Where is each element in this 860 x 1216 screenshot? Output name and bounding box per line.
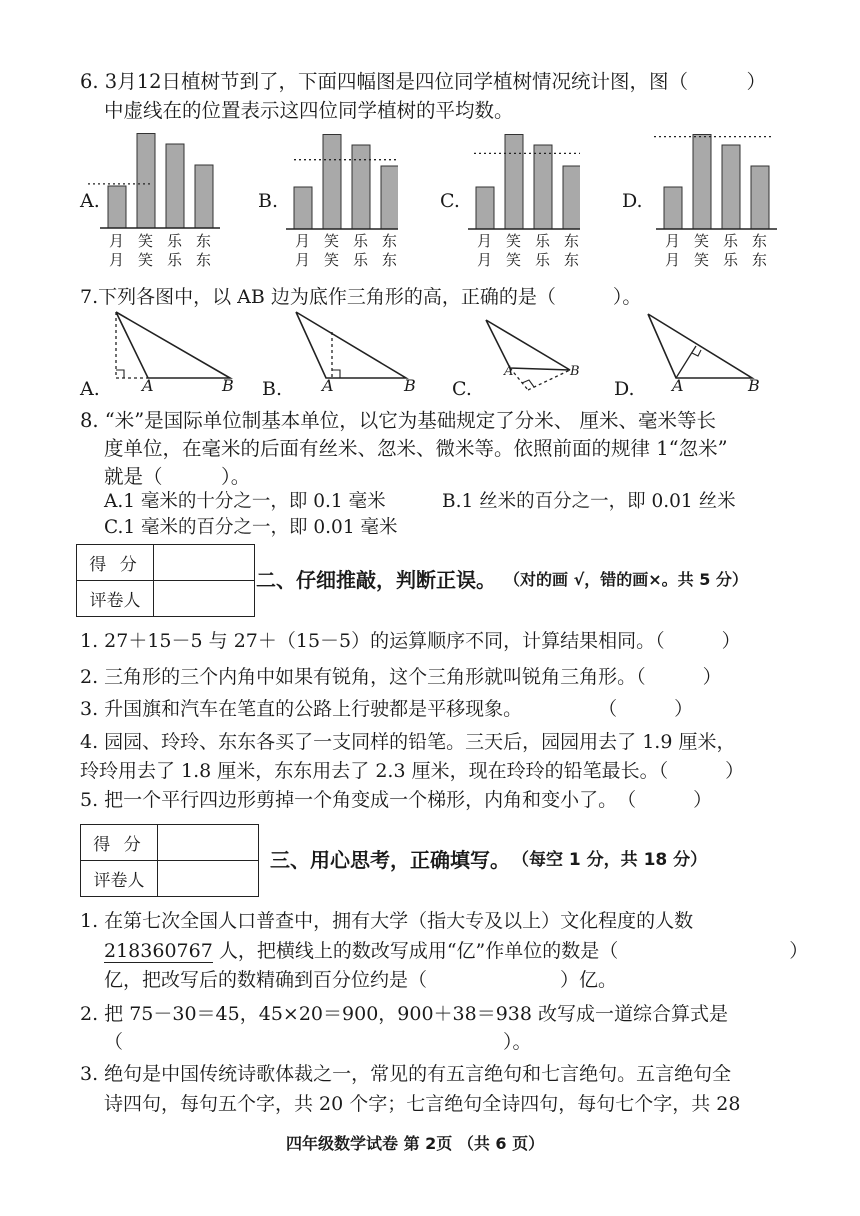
score-label: 得 分 bbox=[81, 825, 158, 861]
q7-label-a4: A bbox=[672, 376, 684, 395]
s3-q2-line2: （ ）。 bbox=[104, 1031, 532, 1053]
student-name-label: 笑 bbox=[694, 232, 710, 250]
q7-label-b3: B bbox=[570, 364, 580, 379]
student-name-label: 乐 bbox=[353, 251, 369, 269]
grader-label: 评卷人 bbox=[77, 581, 154, 617]
bar-月月 bbox=[108, 186, 126, 228]
q6-option-c: C. bbox=[440, 190, 460, 212]
student-name-label: 月 bbox=[295, 251, 311, 269]
bar-笑笑 bbox=[693, 135, 711, 230]
bar-乐乐 bbox=[722, 145, 740, 229]
q7-label-a2: A bbox=[322, 376, 334, 395]
section3-title: 三、用心思考，正确填写。 bbox=[270, 848, 510, 872]
grader-label: 评卷人 bbox=[81, 861, 158, 897]
page-footer: 四年级数学试卷 第 2页 （共 6 页） bbox=[286, 1134, 545, 1153]
student-name-label: 月 bbox=[665, 232, 681, 250]
q8-line2: 度单位，在毫米的后面有丝米、忽米、微米等。依照前面的规律 1“忽米” bbox=[104, 437, 728, 460]
student-name-label: 东 bbox=[564, 251, 580, 269]
s2-item-4: 4. 园园、玲玲、东东各买了一支同样的铅笔。三天后，园园用去了 1.9 厘米， bbox=[80, 731, 736, 753]
q7-label-b1: B bbox=[222, 376, 234, 395]
student-name-label: 乐 bbox=[353, 232, 369, 250]
student-name-label: 笑 bbox=[694, 251, 710, 269]
s3-q3-line1: 3. 绝句是中国传统诗歌体裁之一，常见的有五言绝句和七言绝句。五言绝句全 bbox=[80, 1063, 732, 1085]
student-name-label: 东 bbox=[752, 251, 768, 269]
s3-q1-line3: 亿，把改写后的数精确到百分位约是（ ）亿。 bbox=[104, 969, 618, 991]
score-cell bbox=[158, 825, 259, 861]
student-name-label: 乐 bbox=[535, 251, 551, 269]
student-name-label: 笑 bbox=[138, 232, 154, 250]
student-name-label: 月 bbox=[109, 251, 125, 269]
q7-figure-c bbox=[476, 306, 596, 402]
bar-乐乐 bbox=[352, 145, 370, 229]
bar-笑笑 bbox=[137, 134, 155, 229]
q8-option-b: B.1 丝米的百分之一，即 0.01 丝米 bbox=[442, 491, 736, 512]
bar-东东 bbox=[381, 166, 398, 229]
s2-item-1: 1. 27＋15－5 与 27＋（15－5）的运算顺序不同，计算结果相同。（ ） bbox=[80, 630, 741, 652]
q8-option-c: C.1 毫米的百分之一，即 0.01 毫米 bbox=[104, 517, 398, 538]
q7-stem: 7.下列各图中，以 AB 边为底作三角形的高，正确的是（ ）。 bbox=[80, 286, 642, 308]
score-label: 得 分 bbox=[77, 545, 154, 581]
q6-option-b: B. bbox=[258, 190, 279, 212]
s2-item-2: 2. 三角形的三个内角中如果有锐角，这个三角形就叫锐角三角形。（ ） bbox=[80, 666, 722, 688]
s3-q1-line1: 1. 在第七次全国人口普查中，拥有大学（指大专及以上）文化程度的人数 bbox=[80, 910, 694, 932]
q7-label-b4: B bbox=[748, 376, 760, 395]
student-name-label: 乐 bbox=[723, 232, 739, 250]
q8-line3: 就是（ ）。 bbox=[104, 465, 251, 488]
s2-item-3: 3. 升国旗和汽车在笔直的公路上行驶都是平移现象。 （ ） bbox=[80, 698, 694, 720]
q7-label-a3: A bbox=[504, 364, 514, 379]
s3-q1-line2 bbox=[104, 940, 808, 963]
student-name-label: 笑 bbox=[506, 232, 522, 250]
student-name-label: 月 bbox=[295, 232, 311, 250]
student-name-label: 东 bbox=[196, 251, 212, 269]
bar-东东 bbox=[195, 165, 213, 228]
s2-item-4-cont: 玲玲用去了 1.8 厘米，东东用去了 2.3 厘米，现在玲玲的铅笔最长。（ ） bbox=[80, 760, 745, 782]
student-name-label: 月 bbox=[477, 232, 493, 250]
student-name-label: 东 bbox=[196, 232, 212, 250]
bar-笑笑 bbox=[505, 135, 523, 230]
student-name-label: 笑 bbox=[324, 251, 340, 269]
grader-cell bbox=[158, 861, 259, 897]
s3-q2-line1: 2. 把 75－30＝45，45×20＝900，900＋38＝938 改写成一道综合算式是 bbox=[80, 1003, 729, 1025]
student-name-label: 月 bbox=[665, 251, 681, 269]
q7-option-a: A. bbox=[80, 378, 100, 400]
bar-月月 bbox=[664, 187, 682, 229]
bar-东东 bbox=[563, 166, 580, 229]
q7-label-a1: A bbox=[142, 376, 154, 395]
q7-option-d: D. bbox=[614, 378, 635, 400]
q6-option-d: D. bbox=[622, 190, 643, 212]
population-number: 218360767 bbox=[104, 940, 213, 962]
student-name-label: 乐 bbox=[723, 251, 739, 269]
student-name-label: 乐 bbox=[167, 232, 183, 250]
q7-option-b: B. bbox=[262, 378, 283, 400]
section2-score-box bbox=[76, 544, 255, 617]
student-name-label: 东 bbox=[752, 232, 768, 250]
student-name-label: 笑 bbox=[138, 251, 154, 269]
score-cell bbox=[154, 545, 255, 581]
student-name-label: 乐 bbox=[167, 251, 183, 269]
bar-月月 bbox=[294, 187, 312, 229]
q6-option-a: A. bbox=[80, 190, 100, 212]
section2-note: （对的画 √，错的画×。共 5 分） bbox=[504, 570, 748, 589]
student-name-label: 东 bbox=[564, 232, 580, 250]
student-name-label: 笑 bbox=[324, 232, 340, 250]
section3-note: （每空 1 分，共 18 分） bbox=[512, 850, 708, 870]
q6-line2: 中虚线在的位置表示这四位同学植树的平均数。 bbox=[104, 99, 514, 122]
bar-笑笑 bbox=[323, 135, 341, 230]
bar-东东 bbox=[751, 166, 769, 229]
s2-item-5: 5. 把一个平行四边形剪掉一个角变成一个梯形，内角和变小了。 （ ） bbox=[80, 789, 713, 811]
q8-option-a: A.1 毫米的十分之一，即 0.1 毫米 bbox=[104, 491, 386, 512]
q8-line1: 8. “米”是国际单位制基本单位，以它为基础规定了分米、 厘米、毫米等长 bbox=[80, 409, 716, 432]
section3-score-box bbox=[80, 824, 259, 897]
student-name-label: 月 bbox=[477, 251, 493, 269]
grader-cell bbox=[154, 581, 255, 617]
bar-乐乐 bbox=[166, 144, 184, 228]
student-name-label: 东 bbox=[382, 251, 398, 269]
s3-q3-line2: 诗四句，每句五个字，共 20 个字；七言绝句全诗四句，每句七个字，共 28 bbox=[104, 1093, 741, 1115]
q7-label-b2: B bbox=[404, 376, 416, 395]
student-name-label: 乐 bbox=[535, 232, 551, 250]
q6-line1: 6. 3月12日植树节到了，下面四幅图是四位同学植树情况统计图，图（ ） bbox=[80, 70, 767, 93]
student-name-label: 笑 bbox=[506, 251, 522, 269]
bar-乐乐 bbox=[534, 145, 552, 229]
section2-title: 二、仔细推敲，判断正误。 bbox=[256, 568, 496, 592]
student-name-label: 东 bbox=[382, 232, 398, 250]
bar-月月 bbox=[476, 187, 494, 229]
student-name-label: 月 bbox=[109, 232, 125, 250]
q7-option-c: C. bbox=[452, 378, 472, 400]
s3-q1-line2-rest: 人，把横线上的数改写成用“亿”作单位的数是（ ） bbox=[212, 940, 809, 962]
